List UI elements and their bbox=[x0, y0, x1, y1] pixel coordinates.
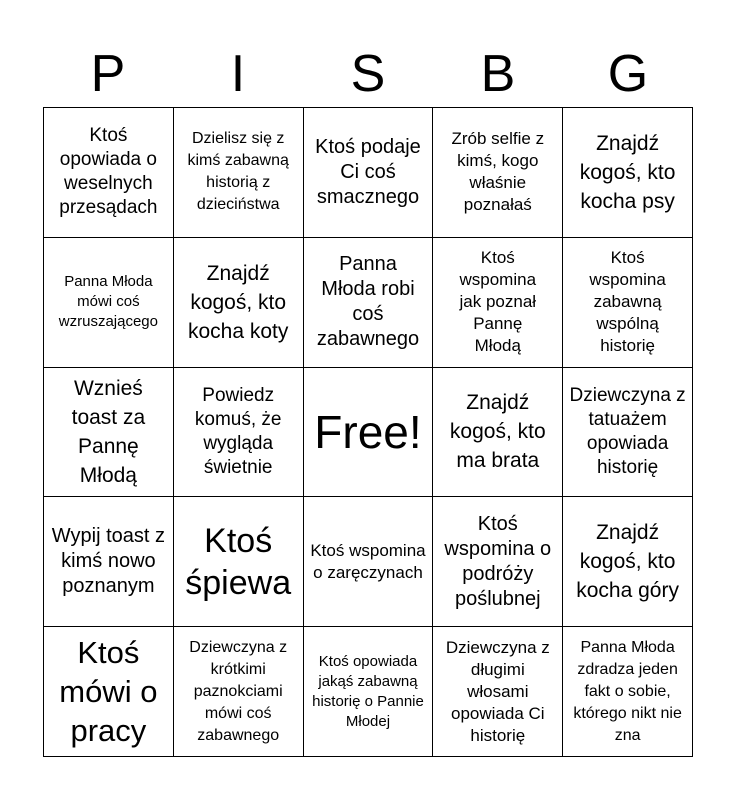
header-letter-g: G bbox=[607, 45, 649, 103]
bingo-cell[interactable] bbox=[44, 497, 174, 627]
cell-text: Ktoś wspomina o podróży poślubnej bbox=[444, 512, 552, 610]
cell-text: Dziewczyna z tatuażem opowiada historię bbox=[569, 384, 686, 478]
bingo-cell[interactable] bbox=[563, 368, 693, 498]
cell-text: Ktoś śpiewa bbox=[185, 521, 292, 602]
bingo-cell[interactable] bbox=[304, 627, 434, 757]
bingo-cell[interactable] bbox=[563, 238, 693, 368]
bingo-cell[interactable] bbox=[44, 238, 174, 368]
bingo-cell[interactable] bbox=[563, 108, 693, 238]
cell-text: Ktoś mówi o pracy bbox=[59, 635, 158, 749]
bingo-grid bbox=[43, 107, 693, 757]
free-space: Free! bbox=[314, 405, 422, 458]
bingo-cell[interactable] bbox=[433, 627, 563, 757]
bingo-header bbox=[43, 40, 693, 108]
cell-text: Zrób selfie z kimś, kogo właśnie poznałaś bbox=[451, 129, 545, 215]
cell-text: Ktoś wspomina o zaręczynach bbox=[310, 540, 426, 582]
bingo-cell[interactable] bbox=[174, 497, 304, 627]
header-letter-b: B bbox=[480, 45, 516, 103]
bingo-cell[interactable] bbox=[433, 368, 563, 498]
bingo-cell[interactable] bbox=[563, 497, 693, 627]
bingo-cell[interactable] bbox=[174, 108, 304, 238]
bingo-cell[interactable] bbox=[563, 627, 693, 757]
cell-text: Panna Młoda robi coś zabawnego bbox=[316, 253, 420, 351]
bingo-cell[interactable] bbox=[174, 238, 304, 368]
cell-text: Znajdź kogoś, kto ma brata bbox=[449, 391, 546, 473]
bingo-cell[interactable] bbox=[44, 627, 174, 757]
cell-text: Ktoś wspomina zabawną wspólną historię bbox=[589, 248, 666, 356]
bingo-cell[interactable] bbox=[433, 108, 563, 238]
bingo-cell[interactable] bbox=[304, 497, 434, 627]
cell-text: Znajdź kogoś, kto kocha koty bbox=[188, 261, 289, 343]
cell-text: Ktoś podaje Ci coś smacznego bbox=[315, 135, 421, 208]
cell-text: Ktoś wspomina jak poznał Pannę Młodą bbox=[459, 248, 537, 356]
cell-text: Znajdź kogoś, kto kocha psy bbox=[579, 131, 676, 213]
cell-text: Wypij toast z kimś nowo poznanym bbox=[51, 525, 165, 598]
bingo-cell[interactable] bbox=[174, 627, 304, 757]
header-letter-s: S bbox=[350, 45, 386, 103]
header-letter-p: P bbox=[90, 45, 126, 103]
cell-text: Panna Młoda mówi coś wzruszającego bbox=[58, 273, 158, 331]
bingo-cell[interactable] bbox=[44, 108, 174, 238]
cell-text: Dziewczyna z długimi włosami opowiada Ci historię bbox=[445, 637, 550, 745]
bingo-cell[interactable] bbox=[174, 368, 304, 498]
bingo-cell[interactable] bbox=[44, 368, 174, 498]
bingo-cell[interactable] bbox=[304, 238, 434, 368]
cell-text: Znajdź kogoś, kto kocha góry bbox=[576, 521, 679, 603]
cell-text: Ktoś opowiada o weselnych przesądach bbox=[59, 125, 158, 219]
cell-text: Panna Młoda zdradza jeden fakt o sobie, którego nikt nie zna bbox=[573, 638, 682, 744]
cell-text: Wznieś toast za Pannę Młodą bbox=[71, 376, 146, 487]
bingo-cell[interactable] bbox=[304, 368, 434, 498]
cell-text: Dzielisz się z kimś zabawną historią z dzieciństwa bbox=[187, 130, 289, 214]
bingo-cell[interactable] bbox=[304, 108, 434, 238]
cell-text: Ktoś opowiada jakąś zabawną historię o Pannie Młodej bbox=[312, 652, 424, 730]
cell-text: Dziewczyna z krótkimi paznokciami mówi coś zabawnego bbox=[189, 638, 288, 744]
cell-text: Powiedz komuś, że wygląda świetnie bbox=[194, 384, 282, 478]
header-letter-i: I bbox=[230, 45, 246, 103]
bingo-cell[interactable] bbox=[433, 497, 563, 627]
bingo-cell[interactable] bbox=[433, 238, 563, 368]
